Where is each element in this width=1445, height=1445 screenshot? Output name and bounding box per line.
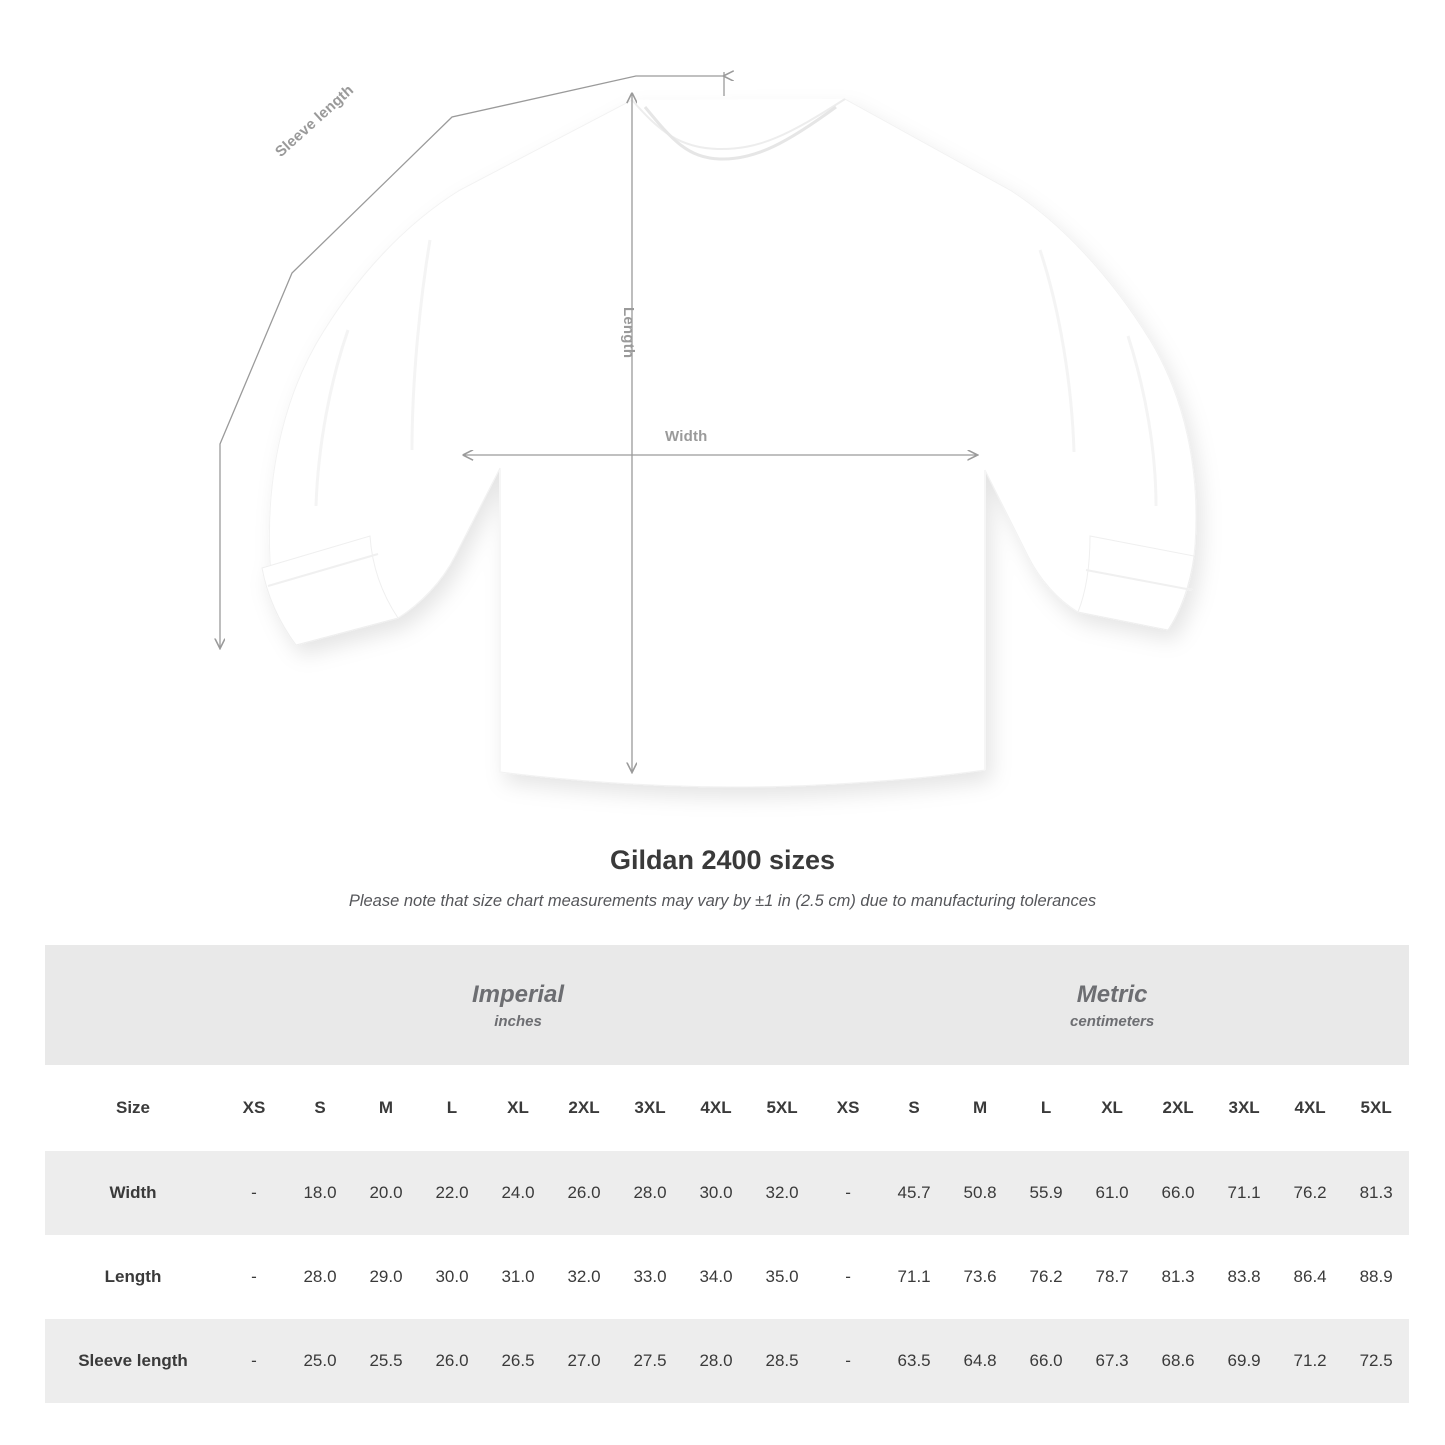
sleeve-imperial-s: 25.0: [287, 1319, 353, 1403]
length-metric-xs: -: [815, 1235, 881, 1319]
length-metric-5xl: 88.9: [1343, 1235, 1409, 1319]
sleeve-length-label: Sleeve length: [272, 81, 358, 161]
col-metric-3xl: 3XL: [1211, 1065, 1277, 1151]
tolerance-note: Please note that size chart measurements may vary by ±1 in (2.5 cm) due to manufacturing tolerances: [348, 892, 1097, 910]
sleeve-imperial-xs: -: [221, 1319, 287, 1403]
col-imperial-l: L: [419, 1065, 485, 1151]
length-label: Length: [620, 307, 637, 359]
metric-unit-sub: centimeters: [1070, 1013, 1155, 1030]
imperial-unit-name: Imperial: [472, 981, 565, 1008]
length-metric-s: 71.1: [881, 1235, 947, 1319]
sleeve-metric-5xl: 72.5: [1343, 1319, 1409, 1403]
page-title: Gildan 2400 sizes: [609, 845, 836, 875]
sleeve-imperial-2xl: 27.0: [551, 1319, 617, 1403]
width-imperial-4xl: 30.0: [683, 1151, 749, 1235]
width-metric-3xl: 71.1: [1211, 1151, 1277, 1235]
metric-banner: [815, 945, 1409, 1065]
sleeve-imperial-3xl: 27.5: [617, 1319, 683, 1403]
length-imperial-xs: -: [221, 1235, 287, 1319]
col-metric-2xl: 2XL: [1145, 1065, 1211, 1151]
col-metric-4xl: 4XL: [1277, 1065, 1343, 1151]
size-table: [45, 945, 1409, 1403]
width-imperial-xs: -: [221, 1151, 287, 1235]
col-metric-5xl: 5XL: [1343, 1065, 1409, 1151]
unit-banner-row: [45, 945, 1409, 1065]
length-imperial-s: 28.0: [287, 1235, 353, 1319]
col-imperial-xl: XL: [485, 1065, 551, 1151]
col-imperial-s: S: [287, 1065, 353, 1151]
col-metric-s: S: [881, 1065, 947, 1151]
width-imperial-5xl: 32.0: [749, 1151, 815, 1235]
col-imperial-4xl: 4XL: [683, 1065, 749, 1151]
col-metric-m: M: [947, 1065, 1013, 1151]
width-metric-4xl: 76.2: [1277, 1151, 1343, 1235]
length-imperial-2xl: 32.0: [551, 1235, 617, 1319]
col-metric-l: L: [1013, 1065, 1079, 1151]
length-imperial-3xl: 33.0: [617, 1235, 683, 1319]
col-imperial-xs: XS: [221, 1065, 287, 1151]
imperial-unit-sub: inches: [494, 1013, 542, 1030]
width-imperial-xl: 24.0: [485, 1151, 551, 1235]
width-imperial-3xl: 28.0: [617, 1151, 683, 1235]
width-metric-5xl: 81.3: [1343, 1151, 1409, 1235]
sleeve-metric-xl: 67.3: [1079, 1319, 1145, 1403]
sleeve-imperial-5xl: 28.5: [749, 1319, 815, 1403]
table-row: [45, 1235, 1409, 1319]
sleeve-metric-3xl: 69.9: [1211, 1319, 1277, 1403]
length-metric-2xl: 81.3: [1145, 1235, 1211, 1319]
title-block: [0, 845, 1445, 911]
width-imperial-l: 22.0: [419, 1151, 485, 1235]
size-table-wrapper: [45, 945, 1400, 1403]
table-row: [45, 1151, 1409, 1235]
col-imperial-3xl: 3XL: [617, 1065, 683, 1151]
sleeve-metric-2xl: 68.6: [1145, 1319, 1211, 1403]
length-imperial-m: 29.0: [353, 1235, 419, 1319]
length-imperial-xl: 31.0: [485, 1235, 551, 1319]
length-imperial-l: 30.0: [419, 1235, 485, 1319]
imperial-banner: [221, 945, 815, 1065]
length-metric-4xl: 86.4: [1277, 1235, 1343, 1319]
shirt-shape: [262, 99, 1196, 787]
width-metric-2xl: 66.0: [1145, 1151, 1211, 1235]
length-metric-m: 73.6: [947, 1235, 1013, 1319]
size-header-label: Size: [45, 1065, 221, 1151]
sleeve-imperial-xl: 26.5: [485, 1319, 551, 1403]
col-imperial-5xl: 5XL: [749, 1065, 815, 1151]
length-metric-xl: 78.7: [1079, 1235, 1145, 1319]
sleeve-imperial-m: 25.5: [353, 1319, 419, 1403]
width-metric-l: 55.9: [1013, 1151, 1079, 1235]
metric-unit-name: Metric: [1076, 981, 1148, 1008]
col-imperial-m: M: [353, 1065, 419, 1151]
col-metric-xl: XL: [1079, 1065, 1145, 1151]
banner-corner: [45, 945, 221, 1065]
sleeve-imperial-4xl: 28.0: [683, 1319, 749, 1403]
width-metric-s: 45.7: [881, 1151, 947, 1235]
length-imperial-5xl: 35.0: [749, 1235, 815, 1319]
width-metric-xs: -: [815, 1151, 881, 1235]
width-imperial-s: 18.0: [287, 1151, 353, 1235]
length-metric-3xl: 83.8: [1211, 1235, 1277, 1319]
table-row: [45, 1319, 1409, 1403]
width-label: Width: [665, 428, 708, 445]
col-imperial-2xl: 2XL: [551, 1065, 617, 1151]
width-imperial-m: 20.0: [353, 1151, 419, 1235]
length-metric-l: 76.2: [1013, 1235, 1079, 1319]
sleeve-metric-xs: -: [815, 1319, 881, 1403]
width-metric-xl: 61.0: [1079, 1151, 1145, 1235]
col-metric-xs: XS: [815, 1065, 881, 1151]
row-label-sleeve-length: Sleeve length: [45, 1319, 221, 1403]
row-label-length: Length: [45, 1235, 221, 1319]
width-metric-m: 50.8: [947, 1151, 1013, 1235]
sleeve-metric-l: 66.0: [1013, 1319, 1079, 1403]
sleeve-imperial-l: 26.0: [419, 1319, 485, 1403]
row-label-width: Width: [45, 1151, 221, 1235]
width-imperial-2xl: 26.0: [551, 1151, 617, 1235]
sleeve-metric-s: 63.5: [881, 1319, 947, 1403]
length-imperial-4xl: 34.0: [683, 1235, 749, 1319]
size-header-row: [45, 1065, 1409, 1151]
sleeve-metric-m: 64.8: [947, 1319, 1013, 1403]
sleeve-metric-4xl: 71.2: [1277, 1319, 1343, 1403]
